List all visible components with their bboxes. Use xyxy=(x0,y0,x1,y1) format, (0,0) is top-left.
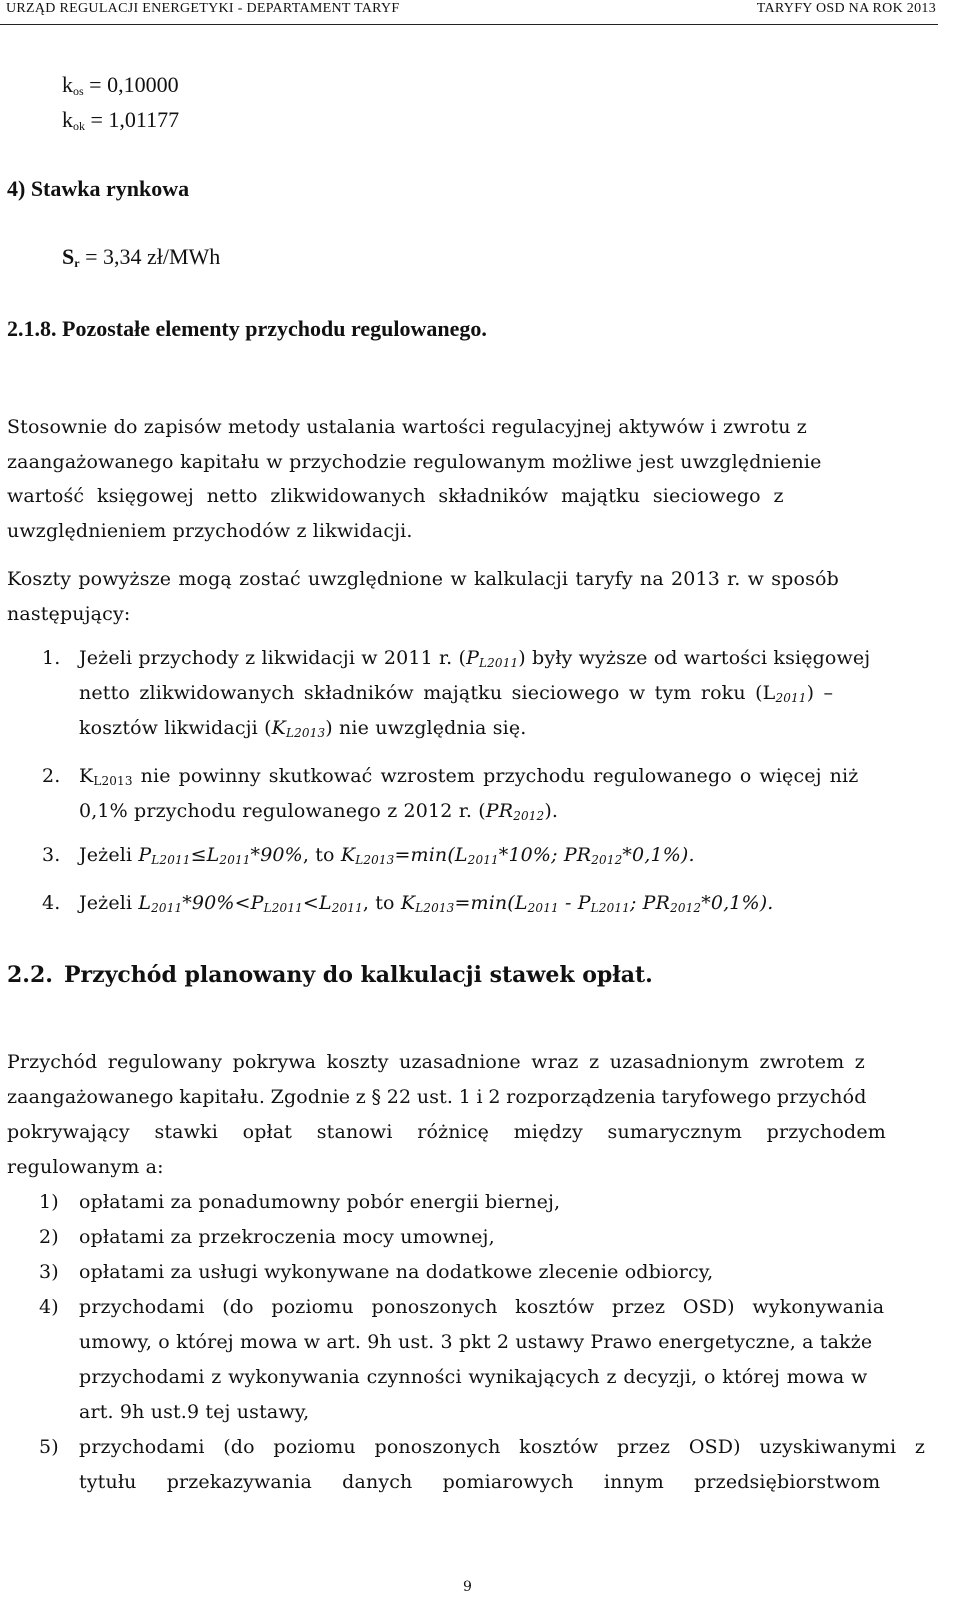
section-22-number: 2.2. xyxy=(7,962,53,988)
rule1-l1c: L2011 xyxy=(479,656,519,670)
rule4-number: 4. xyxy=(42,892,61,914)
list-item-1-line1: opłatami za ponadumowny pobór energii biernej, xyxy=(79,1191,561,1213)
rule3-p: P xyxy=(138,844,152,866)
rule4-l1sub: 2011 xyxy=(151,901,183,915)
rule1-l1a: Jeżeli przychody z likwidacji w 2011 r. ( xyxy=(79,647,467,669)
coefficient-kos xyxy=(62,72,179,99)
kok-value: = 1,01177 xyxy=(85,107,180,132)
rule3-eq: =min(L xyxy=(394,844,468,866)
list-item-2-line1: opłatami za przekroczenia mocy umownej, xyxy=(79,1226,495,1248)
para1-line1 xyxy=(7,416,932,438)
list-item-4-line2: umowy, o której mowa w art. 9h ust. 3 pkt 2 ustawy Prawo energetyczne, a także xyxy=(79,1331,873,1353)
rule2-line1 xyxy=(79,765,858,788)
rule2-l1a: K xyxy=(79,765,94,787)
kos-sub: os xyxy=(73,84,84,98)
rule1-l2: netto zlikwidowanych składników majątku sieciowego w tym roku (L xyxy=(79,682,776,704)
rule3-end: *0,1%). xyxy=(622,844,695,866)
rule2-l2c: 2012 xyxy=(513,809,545,823)
section-218-heading: 2.1.8. Pozostałe elementy przychodu regulowanego. xyxy=(7,316,487,341)
para2-line1: Koszty powyższe mogą zostać uwzględnione w kalkulacji taryfy na 2013 r. w sposób xyxy=(7,568,839,590)
rule1-line3 xyxy=(79,717,526,740)
rule1-number: 1. xyxy=(42,647,61,669)
para3-line1: Przychód regulowany pokrywa koszty uzasadnione wraz z uzasadnionym zwrotem z xyxy=(7,1051,865,1073)
rule4-end: *0,1%). xyxy=(701,892,774,914)
kok-base: k xyxy=(62,107,73,132)
rule1-l1b: P xyxy=(466,647,480,669)
rule1-l2end: ) – xyxy=(806,682,834,704)
list-item-5-line2: tytułu przekazywania danych pomiarowych innym przedsiębiorstwom xyxy=(79,1471,881,1493)
rule4-to: , to xyxy=(362,892,401,914)
rule4-pre: Jeżeli xyxy=(79,892,139,914)
rule3-to: , to xyxy=(302,844,341,866)
para1-line1-text: Stosownie do zapisów metody ustalania wartości regulacyjnej aktywów i zwrotu z xyxy=(7,416,807,438)
para3-line3: pokrywający stawki opłat stanowi różnicę między sumarycznym przychodem xyxy=(7,1121,886,1143)
para1-line3: wartość księgowej netto zlikwidowanych składników majątku sieciowego z xyxy=(7,485,784,507)
rule3-eqsub: 2011 xyxy=(467,853,499,867)
list-item-4-line1: przychodami (do poziomu ponoszonych kosztów przez OSD) wykonywania xyxy=(79,1296,885,1318)
rule3-ksub: L2013 xyxy=(355,853,395,867)
rule3-lsub: 2011 xyxy=(219,853,251,867)
rule3-p10: *10%; PR xyxy=(498,844,592,866)
rule2-l1c: nie powinny skutkować wzrostem przychodu regulowanego o więcej niż xyxy=(132,765,859,787)
rule4-l1: L xyxy=(138,892,152,914)
rule4-prsub: 2012 xyxy=(670,901,702,915)
rule4-p2sub: L2011 xyxy=(590,901,630,915)
rule1-l3b: K xyxy=(271,717,287,739)
rule3-pre: Jeżeli xyxy=(79,844,139,866)
rule4-k: K xyxy=(400,892,416,914)
rule4-eq: =min(L xyxy=(454,892,528,914)
rule1-l3c: L2013 xyxy=(286,726,326,740)
list-item-4-line3: przychodami z wykonywania czynności wynikających z decyzji, o której mowa w xyxy=(79,1366,868,1388)
rule3-k: K xyxy=(340,844,356,866)
rule1-l1d: ) były wyższe od wartości księgowej xyxy=(518,647,871,669)
rule4-pr: ; PR xyxy=(629,892,671,914)
rule2-l2d: ). xyxy=(544,800,559,822)
rule3-mid: *90% xyxy=(250,844,303,866)
list-item-5-number: 5) xyxy=(39,1436,59,1458)
rule4-ksub: L2013 xyxy=(415,901,455,915)
list-item-4-number: 4) xyxy=(39,1296,59,1318)
rule1-l3d: ) nie uwzględnia się. xyxy=(325,717,527,739)
rule2-line2 xyxy=(79,800,558,823)
section-22-title: Przychód planowany do kalkulacji stawek opłat. xyxy=(64,962,653,988)
list-item-1-number: 1) xyxy=(39,1191,59,1213)
header-left: URZĄD REGULACJI ENERGETYKI - DEPARTAMENT TARYF xyxy=(6,1,400,16)
rule4-line xyxy=(79,892,774,915)
market-rate-amount: = 3,34 zł/MWh xyxy=(79,244,221,269)
rule4-eqsub: 2011 xyxy=(527,901,559,915)
rule3-psub: L2011 xyxy=(151,853,191,867)
kok-sub: ok xyxy=(73,119,85,133)
list-item-3-number: 3) xyxy=(39,1261,59,1283)
rule2-l2b: PR xyxy=(485,800,514,822)
kos-value: = 0,10000 xyxy=(83,72,179,97)
rule4-l2sub: 2011 xyxy=(331,901,363,915)
list-item-3-line1: opłatami za usługi wykonywane na dodatkowe zlecenie odbiorcy, xyxy=(79,1261,714,1283)
market-rate-heading: 4) Stawka rynkowa xyxy=(7,176,190,201)
rule4-m1: *90%<P xyxy=(182,892,264,914)
rule2-l2a: 0,1% przychodu regulowanego z 2012 r. ( xyxy=(79,800,486,822)
para1-last: uwzględnieniem przychodów z likwidacji. xyxy=(7,520,413,542)
rule3-line xyxy=(79,844,695,867)
coefficient-kok xyxy=(62,107,179,134)
page-number: 9 xyxy=(463,1579,472,1595)
list-item-5-line1: przychodami (do poziomu ponoszonych kosztów przez OSD) uzyskiwanymi z xyxy=(79,1436,926,1458)
market-rate-base: S xyxy=(62,244,75,269)
rule2-l1b: L2013 xyxy=(93,774,133,788)
rule1-l3a: kosztów likwidacji ( xyxy=(79,717,272,739)
para2-line2: następujący: xyxy=(7,603,131,625)
kos-base: k xyxy=(62,72,73,97)
header-right: TARYFY OSD NA ROK 2013 xyxy=(756,1,936,16)
rule3-le: ≤L xyxy=(190,844,220,866)
para3-line2: zaangażowanego kapitału. Zgodnie z § 22 ust. 1 i 2 rozporządzenia taryfowego przychód xyxy=(7,1086,867,1108)
list-item-2-number: 2) xyxy=(39,1226,59,1248)
header-rule xyxy=(0,24,938,25)
rule2-number: 2. xyxy=(42,765,61,787)
market-rate-sub: r xyxy=(74,256,80,270)
rule1-l2sub: 2011 xyxy=(775,691,807,705)
rule4-psub: L2011 xyxy=(263,901,303,915)
para1-line2: zaangażowanego kapitału w przychodzie regulowanym możliwe jest uwzględnienie xyxy=(7,451,822,473)
rule1-line1 xyxy=(79,647,870,670)
list-item-4-line4: art. 9h ust.9 tej ustawy, xyxy=(79,1401,310,1423)
para3-last: regulowanym a: xyxy=(7,1156,164,1178)
rule4-minus: - P xyxy=(558,892,591,914)
market-rate-value xyxy=(62,244,220,271)
rule4-lt: <L xyxy=(302,892,332,914)
rule3-prsub: 2012 xyxy=(591,853,623,867)
rule3-number: 3. xyxy=(42,844,61,866)
rule1-line2 xyxy=(79,682,833,705)
